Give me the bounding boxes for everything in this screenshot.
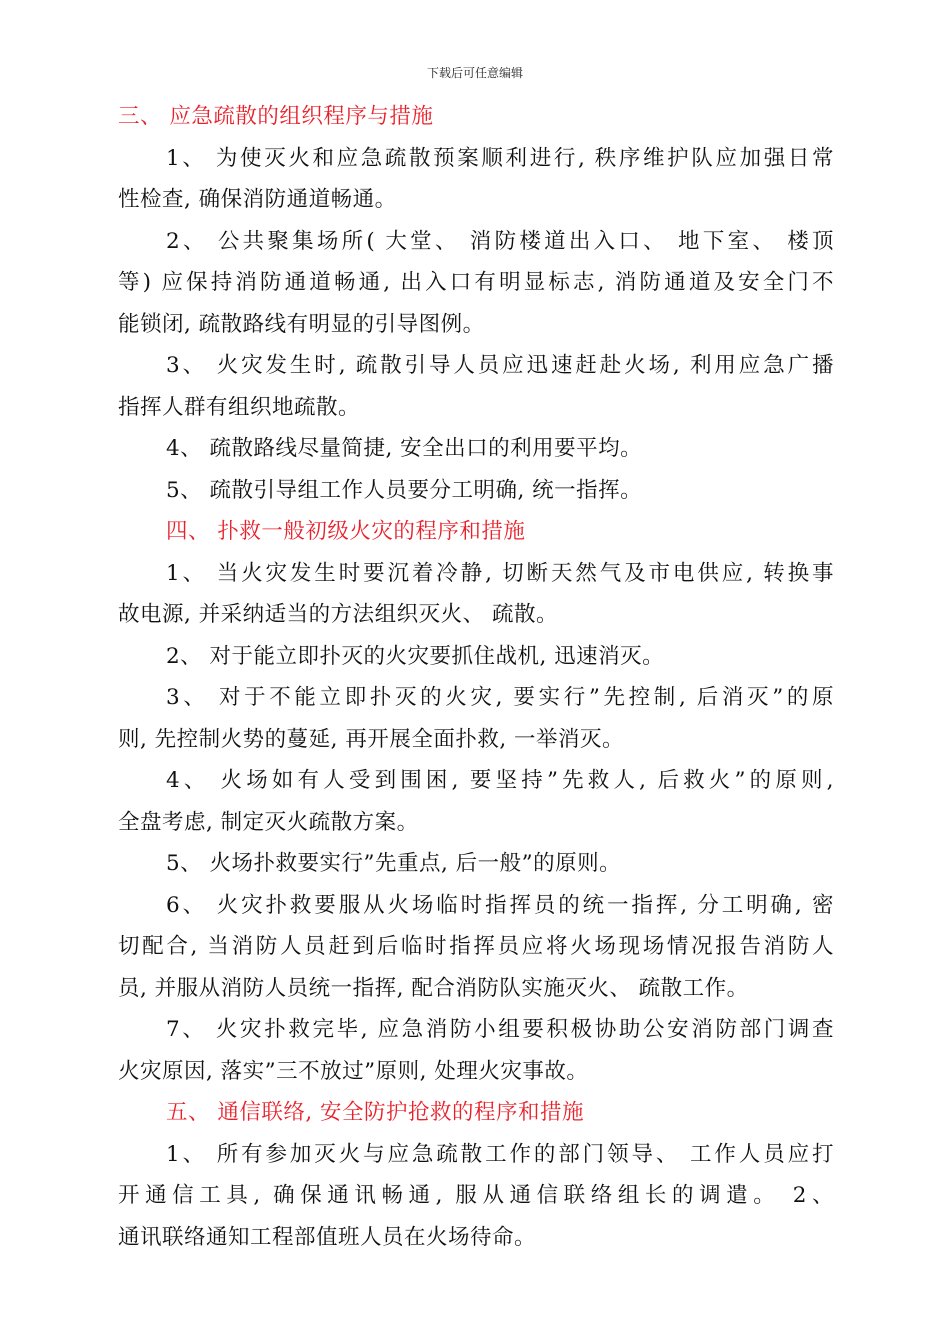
paragraph-line: 4、 疏散路线尽量简捷, 安全出口的利用要平均。 [166,436,643,461]
paragraph-line: 通讯联络通知工程部值班人员在火场待命。 [118,1224,537,1250]
paragraph [118,843,834,885]
paragraph-line: 等) 应保持消防通道畅通, 出入口有明显标志, 消防通道及安全门不 [118,270,834,295]
paragraph-line: 2、 对于能立即扑灭的火灾要抓住战机, 迅速消灭。 [166,643,665,669]
paragraph-line: 全盘考虑, 制定灭火疏散方案。 [118,809,419,835]
paragraph-line: 3、 火灾发生时, 疏散引导人员应迅速赶赴火场, 利用应急广播 [166,353,834,378]
paragraph-line: 开通信工具, 确保通讯畅通, 服从通信联络组长的调遣。 2、 [118,1183,834,1208]
section-heading [118,96,834,138]
paragraph-line: 1、 为使灭火和应急疏散预案顺利进行, 秩序维护队应加强日常 [166,145,834,171]
paragraph-line: 5、 火场扑救要实行”先重点, 后一般”的原则。 [166,851,622,876]
paragraph-line: 6、 火灾扑救要服从火场临时指挥员的统一指挥, 分工明确, 密 [166,892,834,918]
paragraph-line: 切配合, 当消防人员赶到后临时指挥员应将火场现场情况报告消防人 [118,934,834,959]
page-header: 下载后可任意编辑 [426,66,523,80]
paragraph [118,553,834,636]
paragraph-line: 则, 先控制火势的蔓延, 再开展全面扑救, 一举消灭。 [118,726,625,752]
paragraph-line: 4、 火场如有人受到围困, 要坚持”先救人, 后救火”的原则, [166,768,834,793]
paragraph [118,345,834,428]
heading-text: 四、 扑救一般初级火灾的程序和措施 [166,519,526,544]
section-heading [118,511,834,553]
section-heading [118,1092,834,1134]
paragraph-line: 指挥人群有组织地疏散。 [118,394,361,420]
paragraph [118,636,834,678]
paragraph [118,1134,834,1259]
paragraph-line: 能锁闭, 疏散路线有明显的引导图例。 [118,311,485,337]
paragraph-line: 1、 当火灾发生时要沉着冷静, 切断天然气及市电供应, 转换事 [166,560,834,586]
paragraph-line: 2、 公共聚集场所( 大堂、 消防楼道出入口、 地下室、 楼顶 [166,228,834,254]
paragraph [118,428,834,470]
document-body [118,96,834,1258]
paragraph-line: 1、 所有参加灭火与应急疏散工作的部门领导、 工作人员应打 [166,1141,834,1167]
paragraph [118,470,834,512]
paragraph-line: 5、 疏散引导组工作人员要分工明确, 统一指挥。 [166,477,643,503]
paragraph-line: 故电源, 并采纳适当的方法组织灭火、 疏散。 [118,602,559,627]
paragraph-line: 7、 火灾扑救完毕, 应急消防小组要积极协助公安消防部门调查 [166,1017,834,1042]
paragraph-line: 火灾原因, 落实”三不放过”原则, 处理火灾事故。 [118,1058,589,1084]
paragraph [118,677,834,760]
paragraph [118,221,834,346]
heading-text: 五、 通信联络, 安全防护抢救的程序和措施 [166,1100,585,1125]
paragraph-line: 员, 并服从消防人员统一指挥, 配合消防队实施灭火、 疏散工作。 [118,975,749,1001]
heading-text: 三、 应急疏散的组织程序与措施 [118,104,434,129]
paragraph [118,1009,834,1092]
paragraph [118,760,834,843]
paragraph-line: 3、 对于不能立即扑灭的火灾, 要实行”先控制, 后消灭”的原 [166,685,834,710]
paragraph [118,885,834,1010]
paragraph [118,138,834,221]
paragraph-line: 性检查, 确保消防通道畅通。 [118,187,397,212]
